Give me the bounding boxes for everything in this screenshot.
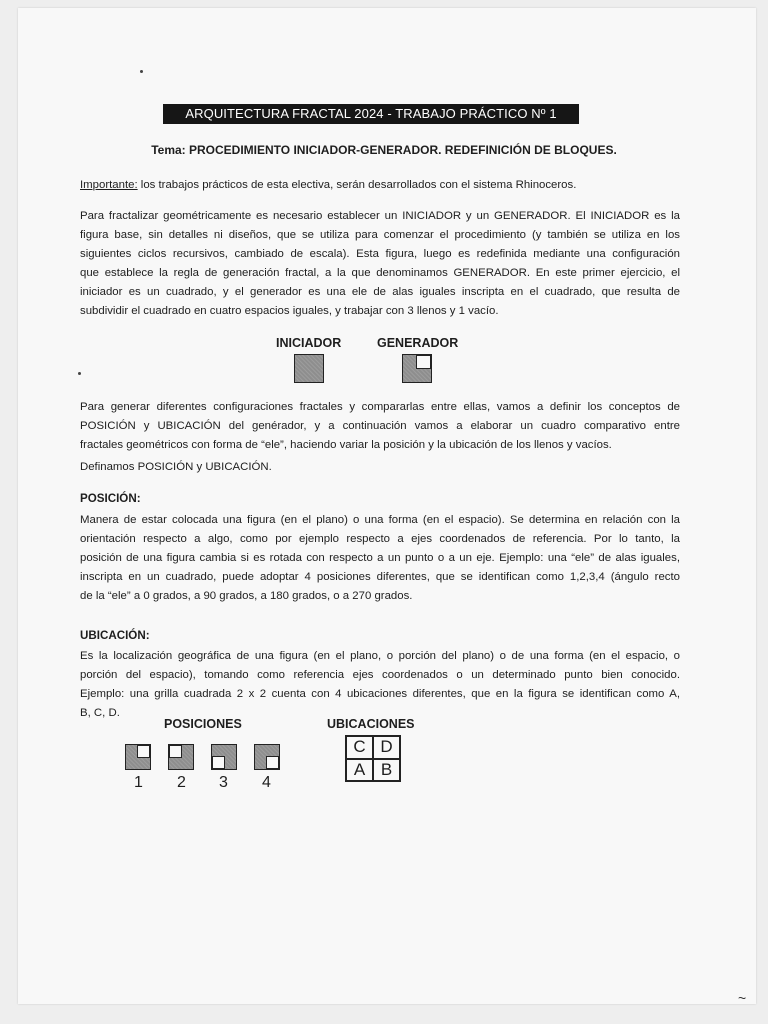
grid-cell-b: B	[373, 759, 400, 782]
paragraph-line: Para generar diferentes configuraciones fractales y compararlas entre ellas, vamos a definir los conceptos de	[80, 401, 680, 413]
definamos-line: Definamos POSICIÓN y UBICACIÓN.	[80, 461, 272, 473]
grid-cell-a: A	[346, 759, 373, 782]
ubicaciones-label: UBICACIONES	[327, 717, 415, 731]
important-label: Importante:	[80, 179, 138, 191]
paragraph-line: posición de una figura cambia si es rotada con respecto a un punto o a un eje. Ejemplo: una “ele” de alas iguales,	[80, 552, 680, 564]
paragraph-line: Es la localización geográfica de una figura (en el plano, o porción del plano) o de una forma (en el espacio, o	[80, 650, 680, 662]
important-text: los trabajos prácticos de esta electiva, serán desarrollados con el sistema Rhinoceros.	[137, 179, 577, 191]
generador-label: GENERADOR	[377, 336, 459, 350]
position-1-l-shape-icon	[125, 744, 151, 770]
document-title: ARQUITECTURA FRACTAL 2024 - TRABAJO PRÁCTICO Nº 1	[163, 104, 579, 124]
paragraph-line: iniciador es un cuadrado, y el generador es una ele de alas iguales inscripta en el cuadrado, que resulta de	[80, 286, 680, 298]
speck	[78, 372, 81, 375]
topic-heading: Tema: PROCEDIMIENTO INICIADOR-GENERADOR. REDEFINICIÓN DE BLOQUES.	[151, 143, 617, 157]
paragraph-line: de la “ele” a 0 grados, a 90 grados, a 180 grados, o a 270 grados.	[80, 590, 413, 602]
position-number: 1	[134, 774, 143, 791]
paragraph-line: que establece la regla de generación fractal, a la que denominamos GENERADOR. En este primer ejercicio, el	[80, 267, 680, 279]
position-4-l-shape-icon	[254, 744, 280, 770]
intro-paragraph	[80, 207, 680, 321]
speck	[140, 70, 143, 73]
position-2-l-shape-icon	[168, 744, 194, 770]
corner-mark: ~	[738, 990, 747, 1006]
paragraph-line: inscripta en un cuadrado, puede adoptar 4 posiciones diferentes, que se identifican como 1,2,3,4 (ángulo recto	[80, 571, 680, 583]
paragraph-line: orientación respecto a algo, como por ejemplo respecto a ejes coordenados de referencia. Por lo tanto, la	[80, 533, 680, 545]
ubicaciones-grid	[345, 735, 401, 782]
paragraph-line: fractales geométricos con forma de “ele”, haciendo variar la posición y la ubicación de los llenos y vacíos.	[80, 439, 612, 451]
grid-cell-c: C	[346, 736, 373, 759]
posiciones-label: POSICIONES	[164, 717, 242, 731]
document-page	[18, 8, 756, 1004]
paragraph-line: siguientes ciclos recursivos, cambiado de escala). Esta figura, luego es redefinida mediante una configuración	[80, 248, 680, 260]
paragraph-line: figura base, sin detalles ni diseños, que se utiliza para comenzar el procedimiento (y también se utiliza en los	[80, 229, 680, 241]
generator-l-shape-icon	[402, 354, 432, 383]
paragraph-line: Para fractalizar geométricamente es necesario establecer un INICIADOR y un GENERADOR. El INICIADOR es la	[80, 210, 680, 222]
initiator-square-icon	[294, 354, 324, 383]
paragraph-line: B, C, D.	[80, 707, 120, 719]
ubicacion-paragraph	[80, 647, 680, 723]
grid-cell-d: D	[373, 736, 400, 759]
paragraph-line: porción del espacio), tomando como referencia ejes coordenados o un determinado punto bien conocido.	[80, 669, 680, 681]
important-note	[80, 176, 680, 195]
paragraph-line: subdividir el cuadrado en cuatro espacios iguales, y trabajar con 3 llenos y 1 vacío.	[80, 305, 499, 317]
ubicacion-heading: UBICACIÓN:	[80, 629, 150, 642]
paragraph-line: Ejemplo: una grilla cuadrada 2 x 2 cuenta con 4 ubicaciones diferentes, que en la figura se identifican como A,	[80, 688, 680, 700]
position-number: 2	[177, 774, 186, 791]
paragraph-line: POSICIÓN y UBICACIÓN del genérador, y a continuación vamos a elaborar un cuadro comparativo entre	[80, 420, 680, 432]
configurations-paragraph	[80, 398, 680, 455]
position-number: 3	[219, 774, 228, 791]
posicion-paragraph	[80, 511, 680, 606]
posicion-heading: POSICIÓN:	[80, 492, 141, 505]
position-number: 4	[262, 774, 271, 791]
iniciador-label: INICIADOR	[276, 336, 342, 350]
paragraph-line: Manera de estar colocada una figura (en el plano) o una forma (en el espacio). Se determina en relación con la	[80, 514, 680, 526]
position-3-l-shape-icon	[211, 744, 237, 770]
